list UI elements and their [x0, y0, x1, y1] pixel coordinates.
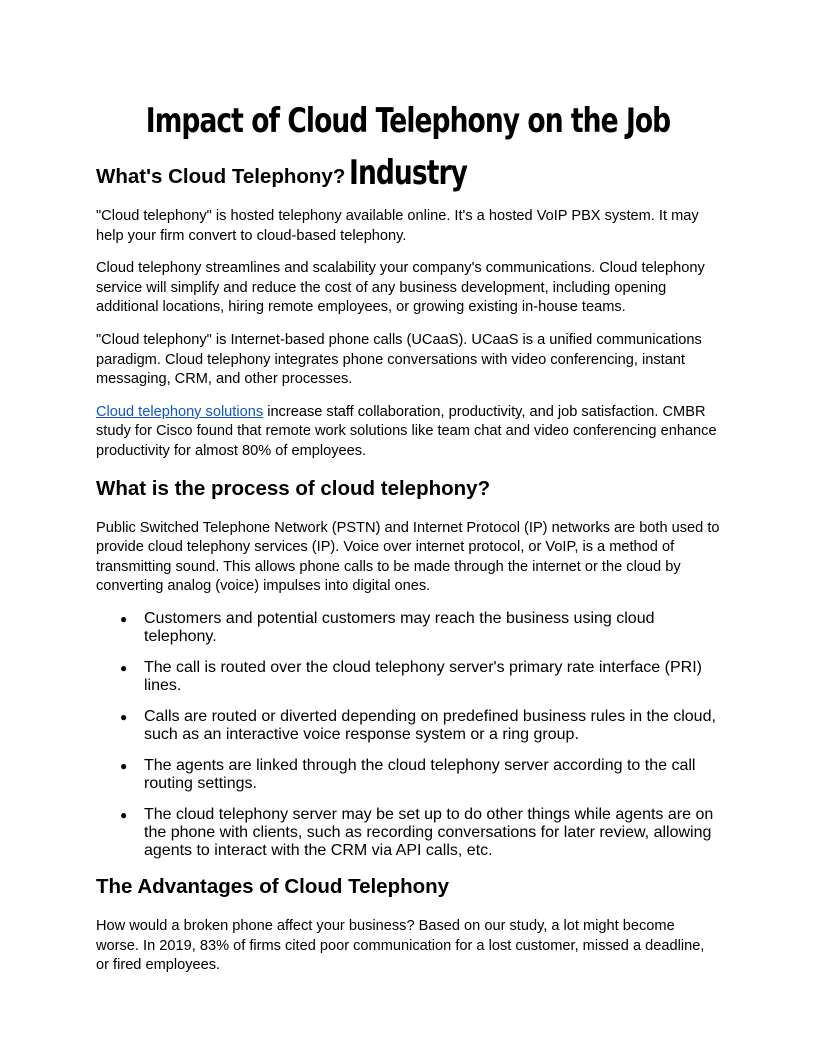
section-heading-process: What is the process of cloud telephony?	[96, 476, 491, 500]
list-item	[96, 757, 720, 793]
list-item-text: Calls are routed or diverted depending on predefined business rules in the cloud, such as an interactive voice response system or a ring group.	[144, 707, 716, 743]
paragraph: "Cloud telephony" is Internet-based phone calls (UCaaS). UCaaS is a unified communications paradigm. Cloud telephony integrates phone conversations with video conferencing, instant messaging, CRM, and other processes.	[96, 331, 702, 388]
paragraph: "Cloud telephony" is hosted telephony available online. It's a hosted VoIP PBX system. It may help your firm convert to cloud-based telephony.	[96, 208, 699, 244]
list-item	[96, 610, 720, 646]
document-title: Impact of Cloud Telephony on the Job Industry	[145, 101, 671, 193]
paragraph-text: increase staff collaboration, productivity, and job satisfaction. CMBR study for Cisco found that remote work solutions like team chat and video conferencing enhance productivity for almost 80% of employees.	[96, 403, 717, 459]
bullet-icon: ●	[120, 709, 128, 724]
paragraph: How would a broken phone affect your business? Based on our study, a lot might become worse. In 2019, 83% of firms cited poor communication for a lost customer, missed a deadline, or fired employees.	[96, 917, 705, 974]
list-item-text: The agents are linked through the cloud telephony server according to the call routing settings.	[144, 756, 696, 792]
cloud-telephony-solutions-link[interactable]: Cloud telephony solutions	[96, 403, 264, 420]
list-item-text: The cloud telephony server may be set up to do other things while agents are on the phone with clients, such as recording conversations for later review, allowing agents to interact with the CRM via API calls, etc.	[144, 805, 714, 859]
document-body	[96, 160, 720, 976]
paragraph: Public Switched Telephone Network (PSTN) and Internet Protocol (IP) networks are both used to provide cloud telephony services (IP). Voice over internet protocol, or VoIP, is a method of transmitting sound. This allows phone calls to be made through the internet or the cloud by converting analog (voice) impulses into digital ones.	[96, 519, 720, 595]
list-item-text: Customers and potential customers may reach the business using cloud telephony.	[144, 609, 655, 645]
bullet-icon: ●	[120, 611, 128, 626]
bullet-list	[96, 610, 720, 860]
bullet-icon: ●	[120, 758, 128, 773]
list-item-text: The call is routed over the cloud telephony server's primary rate interface (PRI) lines.	[144, 658, 702, 694]
list-item	[96, 659, 720, 695]
section-heading-whats-cloud-telephony: What's Cloud Telephony?	[96, 165, 346, 188]
paragraph: Cloud telephony streamlines and scalability your company's communications. Cloud telephony service will simplify and reduce the cost of any business development, including opening additional locations, hiring remote employees, or growing existing in-house teams.	[96, 260, 705, 316]
paragraph-with-link	[96, 403, 720, 462]
bullet-icon: ●	[120, 807, 128, 822]
bullet-icon: ●	[120, 660, 128, 675]
section-heading-advantages: The Advantages of Cloud Telephony	[96, 874, 450, 898]
list-item	[96, 708, 720, 744]
list-item	[96, 806, 720, 860]
